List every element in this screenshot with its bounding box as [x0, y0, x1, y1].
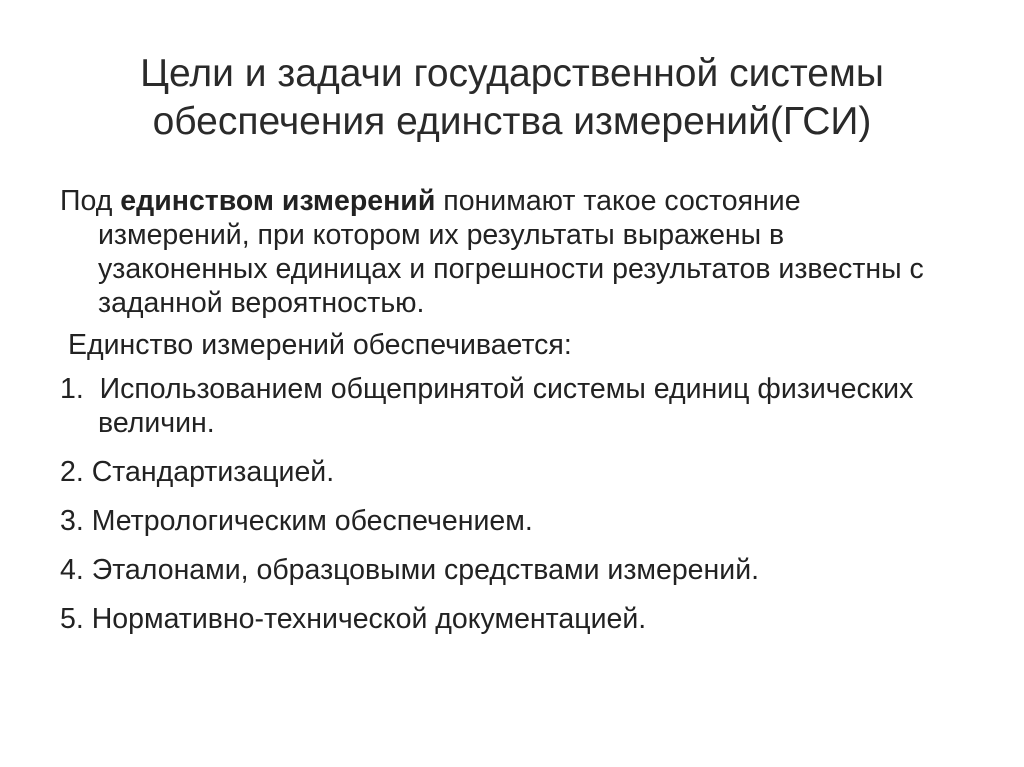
list-item-number: 3. [60, 505, 84, 537]
list-item [60, 602, 960, 636]
list-item-number: 4. [60, 554, 84, 586]
list-item-text: Стандартизацией. [91, 456, 335, 488]
definition-paragraph [60, 184, 960, 320]
list-item-number: 2. [60, 456, 84, 488]
list-item-number: 1. [60, 373, 84, 405]
definition-rest: понимают такое состояние измерений, при котором их результаты выражены в узаконенных единицах и погрешности результатов известны с заданной вероятностью. [98, 185, 924, 319]
list-item [60, 553, 960, 587]
definition-lead: Под [60, 185, 121, 217]
slide-title [60, 50, 964, 146]
list-item [60, 455, 960, 489]
list-item-text: Эталонами, образцовыми средствами измерений. [91, 554, 760, 586]
title-line-1: Цели и задачи государственной системы [140, 52, 884, 95]
list-item-text: Использованием общепринятой системы единиц физических величин. [98, 373, 914, 439]
list-item-text: Метрологическим обеспечением. [91, 505, 533, 537]
intro-line: Единство измерений обеспечивается: [68, 329, 572, 361]
list-item [60, 504, 960, 538]
measures-list [60, 372, 960, 636]
list-item-text: Нормативно-технической документацией. [91, 603, 647, 635]
slide-body [60, 184, 960, 636]
list-item-number: 5. [60, 603, 84, 635]
list-item [60, 372, 960, 440]
definition-term: единством измерений [120, 185, 436, 217]
title-line-2: обеспечения единства измерений(ГСИ) [152, 100, 872, 143]
